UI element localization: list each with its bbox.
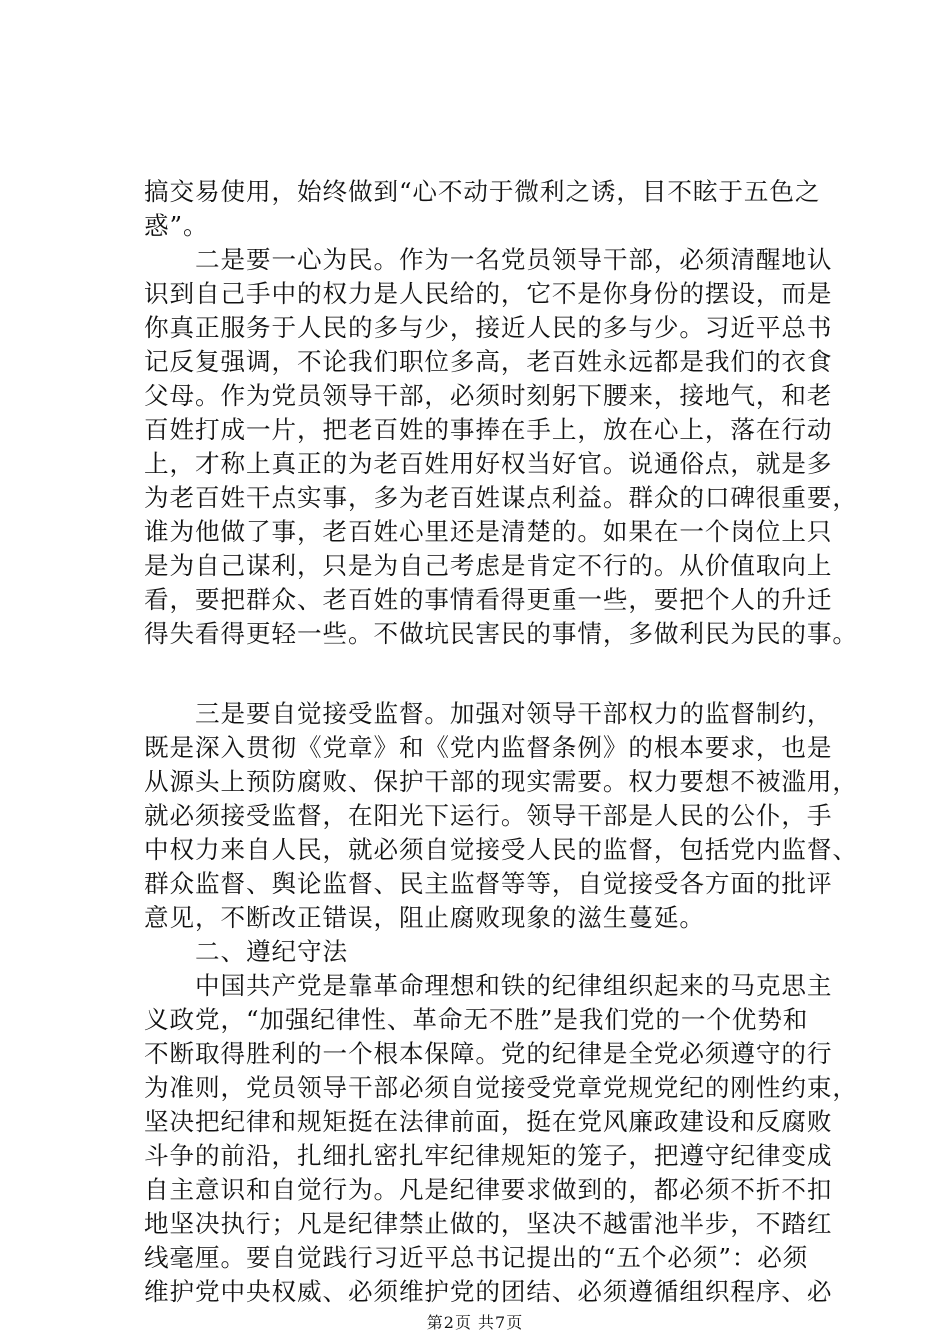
section-heading: 二、遵纪守法	[144, 937, 348, 966]
text-line: 是为自己谋利，只是为自己考虑是肯定不行的。从价值取向上	[144, 551, 833, 580]
text-line: 上，才称上真正的为老百姓用好权当好官。说通俗点，就是多	[144, 449, 833, 478]
text-line: 谁为他做了事，老百姓心里还是清楚的。如果在一个岗位上只	[144, 517, 833, 546]
text-line: 中国共产党是靠革命理想和铁的纪律组织起来的马克思主	[144, 971, 833, 1000]
text-line: 惑”。	[144, 211, 209, 240]
text-line: 坚决把纪律和规矩挺在法律前面，挺在党风廉政建设和反腐败	[144, 1107, 833, 1136]
text-line: 自主意识和自觉行为。凡是纪律要求做到的，都必须不折不扣	[144, 1175, 833, 1204]
text-line: 中权力来自人民，就必须自觉接受人民的监督，包括党内监督、	[144, 835, 858, 864]
text-line: 搞交易使用，始终做到“心不动于微利之诱，目不眩于五色之	[144, 177, 821, 206]
text-line: 既是深入贯彻《党章》和《党内监督条例》的根本要求，也是	[144, 733, 833, 762]
text-line: 地坚决执行；凡是纪律禁止做的，坚决不越雷池半步，不踏红	[144, 1209, 833, 1238]
text-line: 不断取得胜利的一个根本保障。党的纪律是全党必须遵守的行	[144, 1039, 833, 1068]
text-line: 为老百姓干点实事，多为老百姓谋点利益。群众的口碑很重要，	[144, 483, 858, 512]
text-line: 识到自己手中的权力是人民给的，它不是你身份的摆设，而是	[144, 279, 833, 308]
text-line: 群众监督、舆论监督、民主监督等等，自觉接受各方面的批评	[144, 869, 833, 898]
text-line: 意见，不断改正错误，阻止腐败现象的滋生蔓延。	[144, 903, 705, 932]
text-line: 斗争的前沿，扎细扎密扎牢纪律规矩的笼子，把遵守纪律变成	[144, 1141, 833, 1170]
text-line: 你真正服务于人民的多与少，接近人民的多与少。习近平总书	[144, 313, 833, 342]
text-line: 百姓打成一片，把老百姓的事捧在手上，放在心上，落在行动	[144, 415, 833, 444]
page-footer: 第2页 共7页	[426, 1313, 524, 1332]
text-line: 从源头上预防腐败、保护干部的现实需要。权力要想不被滥用，	[144, 767, 858, 796]
text-line: 为准则，党员领导干部必须自觉接受党章党规党纪的刚性约束，	[144, 1073, 858, 1102]
text-line: 三是要自觉接受监督。加强对领导干部权力的监督制约，	[144, 699, 833, 728]
text-line: 线毫厘。要自觉践行习近平总书记提出的“五个必须”：必须	[144, 1243, 809, 1272]
text-line: 就必须接受监督，在阳光下运行。领导干部是人民的公仆，手	[144, 801, 833, 830]
text-line: 二是要一心为民。作为一名党员领导干部，必须清醒地认	[144, 245, 833, 274]
text-line: 记反复强调，不论我们职位多高，老百姓永远都是我们的衣食	[144, 347, 833, 376]
text-line: 义政党，“加强纪律性、革命无不胜”是我们党的一个优势和	[144, 1005, 809, 1034]
text-line: 维护党中央权威、必须维护党的团结、必须遵循组织程序、必	[144, 1277, 833, 1306]
text-line: 看，要把群众、老百姓的事情看得更重一些，要把个人的升迁	[144, 585, 833, 614]
text-line: 得失看得更轻一些。不做坑民害民的事情，多做利民为民的事。	[144, 619, 858, 648]
text-line: 父母。作为党员领导干部，必须时刻躬下腰来，接地气，和老	[144, 381, 833, 410]
